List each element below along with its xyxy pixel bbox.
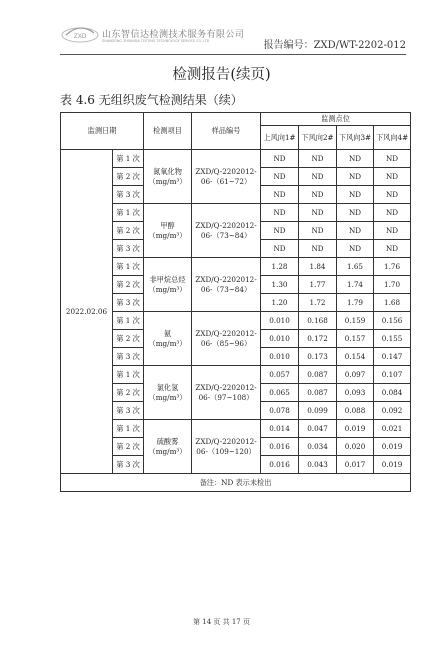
results-table bbox=[60, 112, 411, 492]
value-cell: ND bbox=[337, 186, 374, 204]
table-row bbox=[61, 312, 411, 330]
report-number: 报告编号：ZXD/WT-2202-012 bbox=[263, 40, 406, 51]
value-cell: 0.156 bbox=[374, 312, 411, 330]
value-cell: 0.078 bbox=[261, 402, 299, 420]
frequency-cell: 第 1 次 bbox=[113, 258, 144, 276]
frequency-cell: 第 1 次 bbox=[113, 366, 144, 384]
value-cell: 1.65 bbox=[337, 258, 374, 276]
frequency-cell: 第 1 次 bbox=[113, 312, 144, 330]
value-cell: 0.157 bbox=[337, 330, 374, 348]
value-cell: 0.010 bbox=[261, 348, 299, 366]
sample-cell: ZXD/Q-2202012-06-（109~120） bbox=[192, 420, 261, 474]
value-cell: 0.019 bbox=[374, 456, 411, 474]
value-cell: 0.047 bbox=[299, 420, 337, 438]
value-cell: ND bbox=[299, 150, 337, 168]
value-cell: 0.088 bbox=[337, 402, 374, 420]
value-cell: ND bbox=[299, 222, 337, 240]
value-cell: ND bbox=[299, 186, 337, 204]
sample-cell: ZXD/Q-2202012-06-（97~108） bbox=[192, 366, 261, 420]
value-cell: ND bbox=[337, 240, 374, 258]
value-cell: 0.057 bbox=[261, 366, 299, 384]
header-date: 监测日期 bbox=[61, 113, 144, 150]
value-cell: 0.021 bbox=[374, 420, 411, 438]
page-number: 第 14 页 共 17 页 bbox=[193, 618, 250, 626]
note-cell: 备注：ND 表示未检出 bbox=[61, 474, 411, 492]
report-header bbox=[60, 22, 406, 56]
value-cell: 0.155 bbox=[374, 330, 411, 348]
table-row bbox=[61, 366, 411, 384]
value-cell: ND bbox=[337, 204, 374, 222]
value-cell: 1.72 bbox=[299, 294, 337, 312]
value-cell: ND bbox=[299, 168, 337, 186]
value-cell: 0.087 bbox=[299, 366, 337, 384]
frequency-cell: 第 2 次 bbox=[113, 276, 144, 294]
svg-text:ZXD: ZXD bbox=[73, 33, 87, 40]
value-cell: ND bbox=[261, 240, 299, 258]
value-cell: 0.016 bbox=[261, 438, 299, 456]
value-cell: 0.084 bbox=[374, 384, 411, 402]
date-cell: 2022.02.06 bbox=[61, 150, 113, 474]
page-title: 检测报告(续页) bbox=[172, 67, 271, 83]
company-name-en: SHANDONG ZHIXINDA TESTING TECHNOLOGY SERVICE CO.,LTD bbox=[102, 39, 210, 43]
table-caption: 表 4.6 无组织废气检测结果（续） bbox=[60, 93, 243, 107]
value-cell: 0.019 bbox=[337, 420, 374, 438]
value-cell: 1.74 bbox=[337, 276, 374, 294]
value-cell: ND bbox=[261, 168, 299, 186]
item-cell: 非甲烷总烃（mg/m³） bbox=[144, 258, 192, 312]
value-cell: 0.093 bbox=[337, 384, 374, 402]
value-cell: 1.28 bbox=[261, 258, 299, 276]
frequency-cell: 第 2 次 bbox=[113, 222, 144, 240]
header-point-2: 下风向2# bbox=[299, 126, 337, 150]
value-cell: 1.68 bbox=[374, 294, 411, 312]
frequency-cell: 第 3 次 bbox=[113, 294, 144, 312]
value-cell: 0.147 bbox=[374, 348, 411, 366]
sample-cell: ZXD/Q-2202012-06-（61~72） bbox=[192, 150, 261, 204]
value-cell: 0.014 bbox=[261, 420, 299, 438]
value-cell: ND bbox=[261, 204, 299, 222]
value-cell: ND bbox=[374, 186, 411, 204]
value-cell: 0.099 bbox=[299, 402, 337, 420]
header-item: 检测项目 bbox=[144, 113, 192, 150]
table-row bbox=[61, 150, 411, 168]
header-point-3: 下风向3# bbox=[337, 126, 374, 150]
sample-cell: ZXD/Q-2202012-06-（73~84） bbox=[192, 258, 261, 312]
item-cell: 氯化氢（mg/m³） bbox=[144, 366, 192, 420]
value-cell: 0.107 bbox=[374, 366, 411, 384]
value-cell: ND bbox=[299, 240, 337, 258]
value-cell: ND bbox=[374, 150, 411, 168]
value-cell: ND bbox=[337, 168, 374, 186]
value-cell: ND bbox=[374, 168, 411, 186]
company-name-cn: 山东智信达检测技术服务有限公司 bbox=[102, 30, 245, 40]
item-cell: 氮氧化物（mg/m³） bbox=[144, 150, 192, 204]
table-row bbox=[61, 258, 411, 276]
value-cell: ND bbox=[337, 150, 374, 168]
item-cell: 硫酸雾（mg/m³） bbox=[144, 420, 192, 474]
value-cell: 0.173 bbox=[299, 348, 337, 366]
value-cell: ND bbox=[261, 150, 299, 168]
value-cell: 0.010 bbox=[261, 330, 299, 348]
company-logo-icon bbox=[60, 24, 100, 44]
value-cell: ND bbox=[374, 222, 411, 240]
value-cell: 0.020 bbox=[337, 438, 374, 456]
value-cell: 0.019 bbox=[374, 438, 411, 456]
frequency-cell: 第 3 次 bbox=[113, 240, 144, 258]
note-row bbox=[61, 474, 411, 492]
value-cell: 1.79 bbox=[337, 294, 374, 312]
frequency-cell: 第 2 次 bbox=[113, 438, 144, 456]
frequency-cell: 第 2 次 bbox=[113, 384, 144, 402]
value-cell: 1.76 bbox=[374, 258, 411, 276]
value-cell: ND bbox=[261, 186, 299, 204]
value-cell: 0.065 bbox=[261, 384, 299, 402]
value-cell: 0.172 bbox=[299, 330, 337, 348]
sample-cell: ZXD/Q-2202012-06-（85~96） bbox=[192, 312, 261, 366]
value-cell: 0.010 bbox=[261, 312, 299, 330]
table-row bbox=[61, 204, 411, 222]
value-cell: 1.30 bbox=[261, 276, 299, 294]
value-cell: 1.77 bbox=[299, 276, 337, 294]
value-cell: 1.70 bbox=[374, 276, 411, 294]
value-cell: 1.84 bbox=[299, 258, 337, 276]
header-sample: 样品编号 bbox=[192, 113, 261, 150]
frequency-cell: 第 1 次 bbox=[113, 420, 144, 438]
value-cell: ND bbox=[374, 204, 411, 222]
frequency-cell: 第 1 次 bbox=[113, 150, 144, 168]
value-cell: ND bbox=[261, 222, 299, 240]
value-cell: 0.043 bbox=[299, 456, 337, 474]
value-cell: 0.016 bbox=[261, 456, 299, 474]
value-cell: ND bbox=[374, 240, 411, 258]
results-body bbox=[61, 150, 411, 492]
value-cell: 0.154 bbox=[337, 348, 374, 366]
sample-cell: ZXD/Q-2202012-06-（73~84） bbox=[192, 204, 261, 258]
header-point-1: 上风向1# bbox=[261, 126, 299, 150]
item-cell: 甲醇（mg/m³） bbox=[144, 204, 192, 258]
frequency-cell: 第 3 次 bbox=[113, 348, 144, 366]
header-divider bbox=[60, 54, 406, 55]
value-cell: 0.017 bbox=[337, 456, 374, 474]
table-row bbox=[61, 420, 411, 438]
value-cell: 0.159 bbox=[337, 312, 374, 330]
frequency-cell: 第 3 次 bbox=[113, 456, 144, 474]
value-cell: 0.087 bbox=[299, 384, 337, 402]
frequency-cell: 第 3 次 bbox=[113, 186, 144, 204]
header-points: 监测点位 bbox=[261, 113, 411, 126]
value-cell: 0.034 bbox=[299, 438, 337, 456]
value-cell: ND bbox=[337, 222, 374, 240]
frequency-cell: 第 2 次 bbox=[113, 168, 144, 186]
value-cell: 0.168 bbox=[299, 312, 337, 330]
header-point-4: 下风向4# bbox=[374, 126, 411, 150]
frequency-cell: 第 1 次 bbox=[113, 204, 144, 222]
item-cell: 氨（mg/m³） bbox=[144, 312, 192, 366]
frequency-cell: 第 3 次 bbox=[113, 402, 144, 420]
value-cell: 0.092 bbox=[374, 402, 411, 420]
frequency-cell: 第 2 次 bbox=[113, 330, 144, 348]
value-cell: ND bbox=[299, 204, 337, 222]
value-cell: 1.20 bbox=[261, 294, 299, 312]
value-cell: 0.097 bbox=[337, 366, 374, 384]
